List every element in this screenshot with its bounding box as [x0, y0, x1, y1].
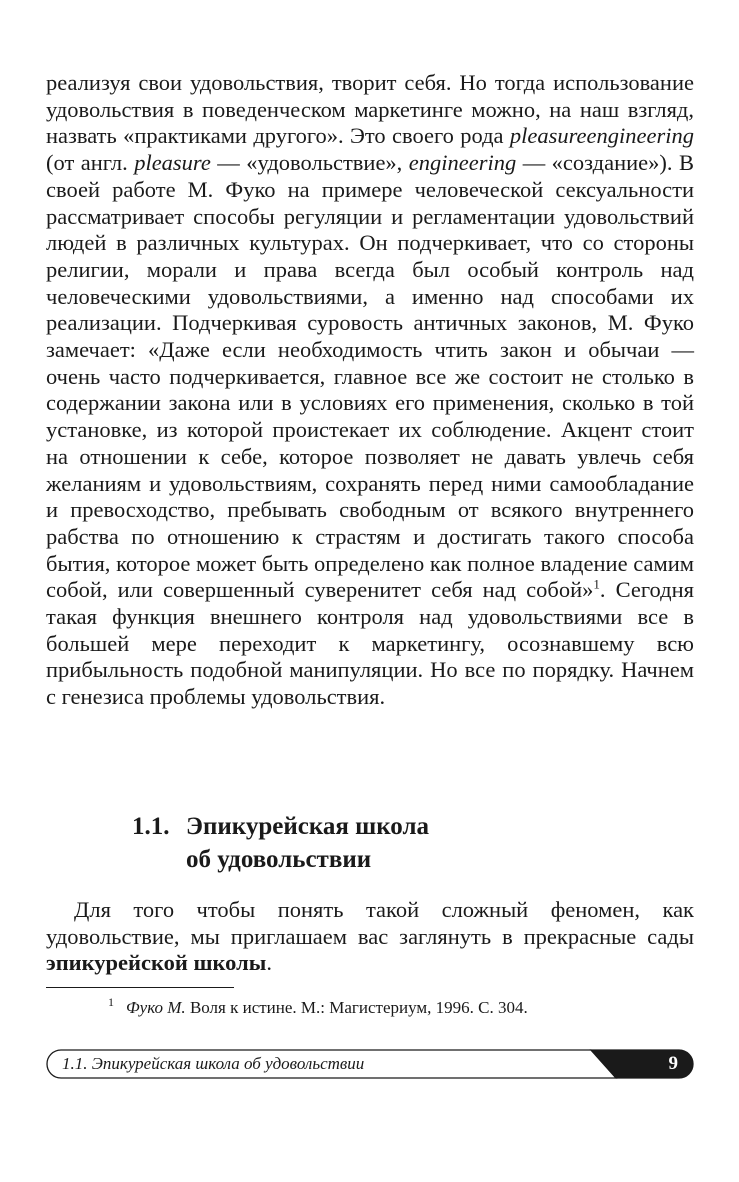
running-footer — [46, 1049, 694, 1079]
footnote — [108, 997, 698, 1019]
italic-term: pleasureengineering — [509, 123, 694, 149]
body-text: реализуя свои удовольствия, творит себя. Но тогда использование удовольствия в поведенческом маркетинге можно, на наш взгляд, назвать «практиками другого». Это своего рода — [46, 70, 694, 149]
italic-term: pleasure — [134, 150, 211, 176]
footnote-author: Фуко М. — [126, 998, 186, 1017]
intro-paragraph — [46, 897, 694, 977]
body-text: — «удовольствие», — [210, 150, 409, 176]
intro-text: Для того чтобы понять такой сложный феномен, как удовольствие, мы приглашаем вас заглянуть в прекрасные сады — [46, 897, 694, 949]
main-text — [46, 70, 694, 711]
footnote-reference[interactable]: 1 — [593, 576, 600, 592]
footer-chapter-title: 1.1. Эпикурейская школа об удовольствии — [62, 1054, 365, 1073]
section-heading — [132, 810, 632, 876]
intro-text-end: . — [266, 950, 272, 976]
italic-term: engineering — [408, 150, 517, 176]
body-paragraph — [46, 70, 694, 711]
body-text: . Сегодня такая функция внешнего контроля над удовольствиями все в большей мере переходит к маркетингу, осознавшему всю прибыльность подобной манипуляции. Но все по порядку. Начнем с генезиса проблемы удовольствия. — [46, 577, 694, 710]
footnote-mark: 1 — [108, 995, 114, 1010]
body-text: — «создание»). В своей работе М. Фуко на примере человеческой сексуальности рассматривает способы регуляции и регламентации удовольствий людей в различных культурах. Он подчеркивает, что со стороны религии, морали и права всегда был особый контроль над человеческими удовольствиями, а именно над способами их реализации. Подчеркивая суровость античных законов, М. Фуко замечает: «Даже если необходимость чтить закон и обычаи — очень часто подчеркивается, главное все же состоит не столько в содержании закона или в условиях его применения, сколько в той установке, из которой проистекает их соблюдение. Акцент стоит на отношении к себе, которое позволяет не давать увлечь себя желаниям и удовольствиям, сохранять перед ними самообладание и превосходство, пребывать свободным от всякого внутреннего рабства по отношению к страстям и достигать такого способа бытия, которое может быть определено как полное владение самим собой, или совершенный суверенитет себя над собой» — [46, 150, 694, 603]
page-number: 9 — [668, 1053, 678, 1074]
body-text: (от англ. — [46, 150, 135, 176]
section-title-line1: Эпикурейская школа — [186, 813, 429, 840]
bold-term: эпикурейской школы — [46, 950, 267, 976]
section-number: 1.1. — [132, 813, 170, 840]
footnote-divider — [46, 987, 234, 988]
section-title-line2: об удовольствии — [186, 846, 372, 873]
footnote-text: Воля к истине. М.: Магистериум, 1996. С. 304. — [185, 998, 528, 1017]
